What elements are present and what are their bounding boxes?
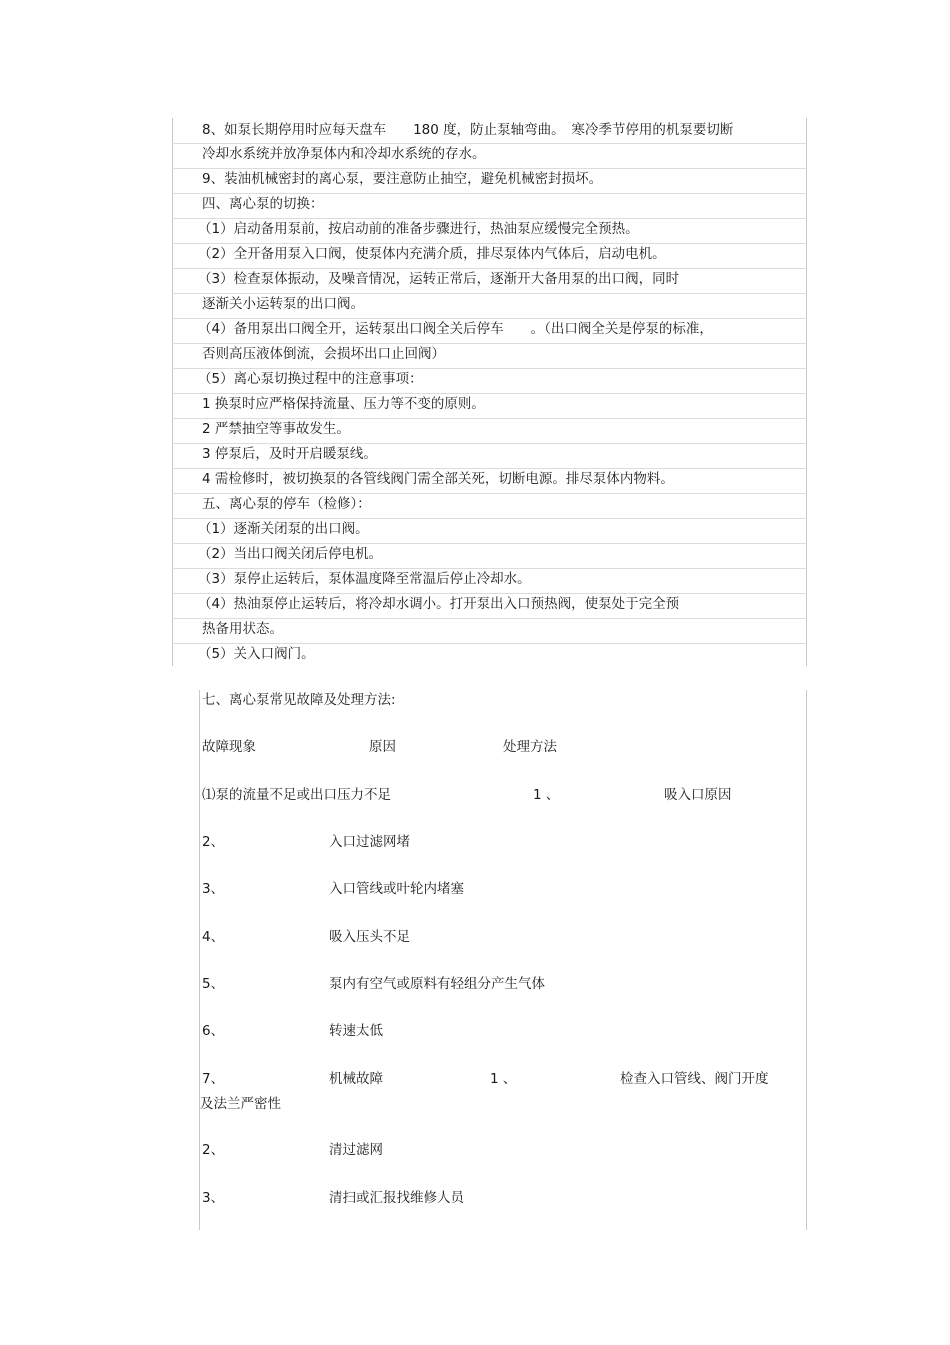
header-solution: 处理方法 — [503, 739, 557, 755]
row-separator — [172, 368, 807, 369]
cause-num: 2、 — [202, 834, 225, 850]
row-separator — [172, 418, 807, 419]
text-line: 四、离心泵的切换： — [202, 196, 324, 212]
row7-solution: 检查入口管线、阀门开度 — [620, 1071, 769, 1087]
text-line: 冷却水系统并放净泵体内和冷却水系统的存水。 — [202, 146, 486, 162]
fault1-cause: 吸入口原因 — [664, 787, 732, 803]
cause-text: 入口过滤网堵 — [329, 834, 410, 850]
row-separator — [172, 518, 807, 519]
cause-text: 转速太低 — [329, 1023, 383, 1039]
text-line: 热备用状态。 — [202, 621, 283, 637]
row-separator — [172, 268, 807, 269]
solution-num: 3、 — [202, 1190, 225, 1206]
text-line: （2）全开备用泵入口阀，使泵体内充满介质，排尽泵体内气体后，启动电机。 — [198, 246, 666, 262]
cause-text: 泵内有空气或原料有轻组分产生气体 — [329, 976, 545, 992]
section2-title: 七、离心泵常见故障及处理方法: — [202, 692, 396, 708]
text-line: 五、离心泵的停车（检修）： — [202, 496, 371, 512]
row-separator — [172, 593, 807, 594]
row7-solution-cont: 及法兰严密性 — [200, 1096, 281, 1112]
row-separator — [172, 168, 807, 169]
text-line: 否则高压液体倒流，会损坏出口止回阀） — [202, 346, 445, 362]
row7-cause: 机械故障 — [329, 1071, 383, 1087]
text-line: （3）检查泵体振动，及噪音情况，运转正常后，逐渐开大备用泵的出口阀，同时 — [198, 271, 680, 287]
row-separator — [172, 643, 807, 644]
row7-num: 7、 — [202, 1071, 225, 1087]
fault1-symptom: ⑴泵的流量不足或出口压力不足 — [202, 787, 391, 803]
fault1-num: 1 、 — [533, 787, 560, 803]
section2-right-border — [806, 690, 807, 1230]
text-line: 2 严禁抽空等事故发生。 — [202, 421, 350, 437]
text-line: 4 需检修时，被切换泵的各管线阀门需全部关死，切断电源。排尽泵体内物料。 — [202, 471, 674, 487]
cause-num: 5、 — [202, 976, 225, 992]
solution-text: 清过滤网 — [329, 1142, 383, 1158]
row-separator — [172, 193, 807, 194]
row-separator — [172, 243, 807, 244]
row-separator — [172, 468, 807, 469]
text-line: 9、装油机械密封的离心泵，要注意防止抽空，避免机械密封损坏。 — [202, 171, 603, 187]
row-separator — [172, 343, 807, 344]
text-line: （2）当出口阀关闭后停电机。 — [198, 546, 383, 562]
cause-num: 3、 — [202, 881, 225, 897]
section2-left-border — [199, 690, 200, 1230]
text-line: （1）逐渐关闭泵的出口阀。 — [198, 521, 369, 537]
text-line: 8、如泵长期停用时应每天盘车 180 度，防止泵轴弯曲。 寒冷季节停用的机泵要切断 — [202, 122, 734, 138]
table-left-border — [172, 118, 173, 666]
text-line: （3）泵停止运转后，泵体温度降至常温后停止冷却水。 — [198, 571, 531, 587]
cause-num: 6、 — [202, 1023, 225, 1039]
row-separator — [172, 393, 807, 394]
header-cause: 原因 — [369, 739, 396, 755]
solution-text: 清扫或汇报找维修人员 — [329, 1190, 464, 1206]
text-line: （4）热油泵停止运转后，将冷却水调小。打开泵出入口预热阀，使泵处于完全预 — [198, 596, 680, 612]
solution-num: 2、 — [202, 1142, 225, 1158]
cause-text: 入口管线或叶轮内堵塞 — [329, 881, 464, 897]
row-separator — [172, 568, 807, 569]
text-line: （4）备用泵出口阀全开，运转泵出口阀全关后停车 。（出口阀全关是停泵的标准， — [198, 321, 713, 337]
cause-text: 吸入压头不足 — [329, 929, 410, 945]
text-line: 逐渐关小运转泵的出口阀。 — [202, 296, 364, 312]
row-separator — [172, 443, 807, 444]
text-line: 3 停泵后，及时开启暖泵线。 — [202, 446, 377, 462]
text-line: （5）离心泵切换过程中的注意事项： — [198, 371, 423, 387]
header-symptom: 故障现象 — [202, 739, 256, 755]
row-separator — [172, 543, 807, 544]
row-separator — [172, 318, 807, 319]
table-right-border — [806, 118, 807, 666]
text-line: （1）启动备用泵前，按启动前的准备步骤进行，热油泵应缓慢完全预热。 — [198, 221, 639, 237]
row-separator — [172, 493, 807, 494]
text-line: （5）关入口阀门。 — [198, 646, 315, 662]
text-line: 1 换泵时应严格保持流量、压力等不变的原则。 — [202, 396, 485, 412]
row-separator — [172, 618, 807, 619]
row7-sol-num: 1 、 — [490, 1071, 517, 1087]
row-separator — [172, 218, 807, 219]
row-separator — [172, 293, 807, 294]
row-separator — [172, 143, 807, 144]
cause-num: 4、 — [202, 929, 225, 945]
